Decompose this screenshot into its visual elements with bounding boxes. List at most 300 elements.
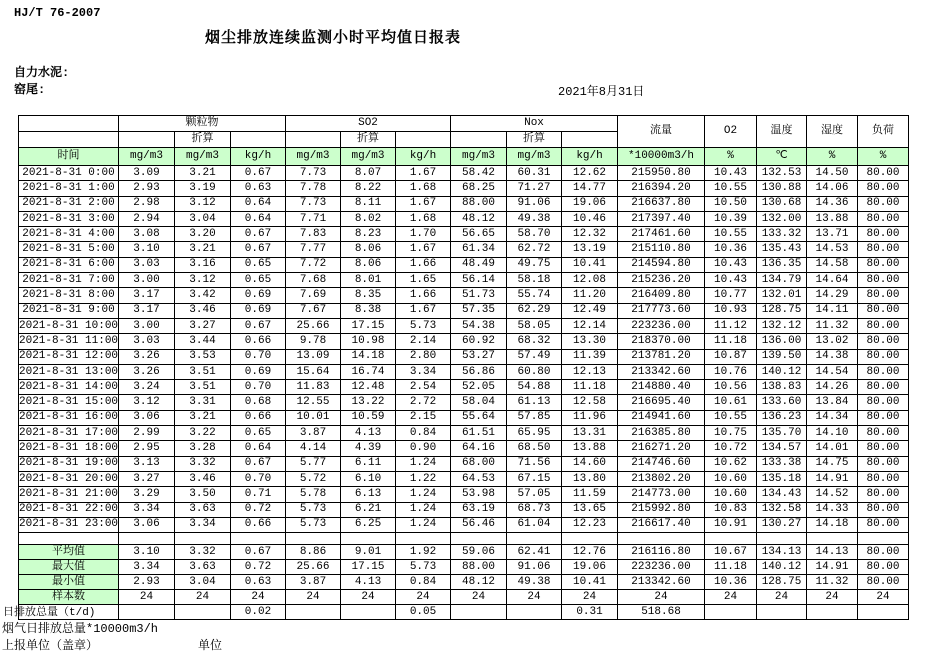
value-cell: 68.32	[507, 334, 562, 349]
value-cell: 10.50	[705, 196, 757, 211]
value-cell: 213781.20	[618, 349, 705, 364]
value-cell: 88.00	[451, 196, 507, 211]
value-cell: 216271.20	[618, 441, 705, 456]
value-cell: 11.96	[562, 410, 618, 425]
value-cell: 0.70	[231, 349, 286, 364]
value-cell: 80.00	[858, 273, 909, 288]
value-cell: 12.23	[562, 517, 618, 532]
value-cell: 1.68	[396, 181, 451, 196]
value-cell: 24	[618, 590, 705, 605]
value-cell: 216637.80	[618, 196, 705, 211]
value-cell: 2.99	[119, 426, 175, 441]
value-cell: 0.69	[231, 364, 286, 379]
value-cell: 0.66	[231, 517, 286, 532]
value-cell: 3.51	[175, 380, 231, 395]
table-row	[19, 502, 909, 517]
table-row	[19, 273, 909, 288]
page-title: 烟尘排放连续监测小时平均值日报表	[205, 30, 462, 47]
value-cell: 7.77	[286, 242, 341, 257]
value-cell: 11.32	[807, 318, 858, 333]
value-cell: 0.67	[231, 318, 286, 333]
value-cell: 25.66	[286, 560, 341, 575]
table-row	[19, 380, 909, 395]
empty-cell	[807, 533, 858, 545]
value-cell: 61.13	[507, 395, 562, 410]
value-cell: 10.55	[705, 227, 757, 242]
value-cell: 24	[396, 590, 451, 605]
empty-cell	[396, 132, 451, 148]
value-cell: 24	[341, 590, 396, 605]
standard-code: HJ/T 76-2007	[14, 6, 101, 20]
time-cell: 2021-8-31 1:00	[19, 181, 119, 196]
value-cell: 14.18	[807, 517, 858, 532]
value-cell: 3.06	[119, 517, 175, 532]
value-cell: 80.00	[858, 575, 909, 590]
summary-label: 样本数	[19, 590, 119, 605]
value-cell: 0.71	[231, 487, 286, 502]
value-cell: 3.29	[119, 487, 175, 502]
value-cell: 223236.00	[618, 560, 705, 575]
value-cell: 0.84	[396, 426, 451, 441]
time-cell: 2021-8-31 12:00	[19, 349, 119, 364]
summary-row	[19, 560, 909, 575]
table-row	[19, 318, 909, 333]
time-cell: 2021-8-31 8:00	[19, 288, 119, 303]
unit-celsius: ℃	[757, 148, 807, 166]
value-cell: 24	[757, 590, 807, 605]
value-cell: 7.69	[286, 288, 341, 303]
empty-cell	[19, 132, 119, 148]
value-cell: 13.30	[562, 334, 618, 349]
value-cell: 10.55	[705, 181, 757, 196]
value-cell: 13.02	[807, 334, 858, 349]
value-cell: 10.60	[705, 471, 757, 486]
temperature-header: 温度	[757, 116, 807, 148]
value-cell: 4.13	[341, 426, 396, 441]
value-cell: 0.67	[231, 456, 286, 471]
value-cell: 61.04	[507, 517, 562, 532]
value-cell: 55.74	[507, 288, 562, 303]
value-cell: 10.41	[562, 257, 618, 272]
value-cell: 10.87	[705, 349, 757, 364]
value-cell: 214880.40	[618, 380, 705, 395]
value-cell: 216116.80	[618, 545, 705, 560]
value-cell: 12.76	[562, 545, 618, 560]
value-cell: 13.71	[807, 227, 858, 242]
value-cell: 7.78	[286, 181, 341, 196]
value-cell: 15.64	[286, 364, 341, 379]
value-cell: 10.41	[562, 575, 618, 590]
pm-converted-header: 折算	[175, 132, 231, 148]
summary-label: 最大值	[19, 560, 119, 575]
value-cell	[175, 605, 231, 620]
value-cell: 0.69	[231, 288, 286, 303]
value-cell: 0.67	[231, 166, 286, 181]
value-cell: 58.42	[451, 166, 507, 181]
value-cell: 80.00	[858, 560, 909, 575]
value-cell: 8.22	[341, 181, 396, 196]
table-row	[19, 487, 909, 502]
value-cell: 3.19	[175, 181, 231, 196]
value-cell: 1.68	[396, 211, 451, 226]
empty-cell	[119, 533, 175, 545]
value-cell: 3.03	[119, 334, 175, 349]
value-cell: 68.73	[507, 502, 562, 517]
value-cell: 0.64	[231, 211, 286, 226]
value-cell: 62.72	[507, 242, 562, 257]
unit-flow: *10000m3/h	[618, 148, 705, 166]
time-cell: 2021-8-31 14:00	[19, 380, 119, 395]
value-cell: 214746.60	[618, 456, 705, 471]
value-cell: 0.65	[231, 426, 286, 441]
value-cell: 3.20	[175, 227, 231, 242]
value-cell: 5.77	[286, 456, 341, 471]
summary-label: 最小值	[19, 575, 119, 590]
value-cell: 1.67	[396, 196, 451, 211]
pm-group-header: 颗粒物	[119, 116, 286, 132]
value-cell: 12.49	[562, 303, 618, 318]
value-cell: 5.73	[286, 517, 341, 532]
value-cell: 13.22	[341, 395, 396, 410]
value-cell: 7.71	[286, 211, 341, 226]
value-cell: 1.24	[396, 502, 451, 517]
so2-converted-header: 折算	[341, 132, 396, 148]
value-cell: 60.31	[507, 166, 562, 181]
value-cell: 80.00	[858, 471, 909, 486]
value-cell: 3.04	[175, 575, 231, 590]
value-cell: 3.00	[119, 273, 175, 288]
value-cell: 7.73	[286, 196, 341, 211]
value-cell: 9.78	[286, 334, 341, 349]
value-cell: 4.14	[286, 441, 341, 456]
value-cell: 1.70	[396, 227, 451, 242]
value-cell: 13.19	[562, 242, 618, 257]
value-cell: 10.75	[705, 426, 757, 441]
value-cell: 215950.80	[618, 166, 705, 181]
value-cell: 80.00	[858, 545, 909, 560]
value-cell: 6.11	[341, 456, 396, 471]
value-cell: 8.06	[341, 257, 396, 272]
value-cell: 0.67	[231, 545, 286, 560]
value-cell: 0.67	[231, 227, 286, 242]
value-cell: 80.00	[858, 395, 909, 410]
value-cell: 215236.20	[618, 273, 705, 288]
value-cell: 7.67	[286, 303, 341, 318]
value-cell: 91.06	[507, 196, 562, 211]
unit-mgm3: mg/m3	[119, 148, 175, 166]
value-cell: 57.05	[507, 487, 562, 502]
value-cell: 133.38	[757, 456, 807, 471]
empty-cell	[858, 533, 909, 545]
time-cell: 2021-8-31 22:00	[19, 502, 119, 517]
value-cell: 3.63	[175, 502, 231, 517]
value-cell: 80.00	[858, 196, 909, 211]
value-cell: 2.15	[396, 410, 451, 425]
value-cell: 2.80	[396, 349, 451, 364]
value-cell: 80.00	[858, 288, 909, 303]
value-cell: 11.39	[562, 349, 618, 364]
value-cell: 58.04	[451, 395, 507, 410]
value-cell: 62.29	[507, 303, 562, 318]
value-cell: 130.88	[757, 181, 807, 196]
value-cell: 80.00	[858, 380, 909, 395]
value-cell: 80.00	[858, 318, 909, 333]
value-cell: 12.55	[286, 395, 341, 410]
value-cell: 24	[807, 590, 858, 605]
value-cell: 14.38	[807, 349, 858, 364]
value-cell: 0.65	[231, 273, 286, 288]
value-cell: 14.52	[807, 487, 858, 502]
table-row	[19, 242, 909, 257]
empty-cell	[341, 533, 396, 545]
time-cell: 2021-8-31 11:00	[19, 334, 119, 349]
spacer-row	[19, 533, 909, 545]
empty-cell	[507, 533, 562, 545]
value-cell: 10.46	[562, 211, 618, 226]
value-cell: 3.12	[119, 395, 175, 410]
flow-header: 流量	[618, 116, 705, 148]
value-cell: 54.88	[507, 380, 562, 395]
value-cell: 0.64	[231, 196, 286, 211]
value-cell: 80.00	[858, 166, 909, 181]
table-row	[19, 364, 909, 379]
unit-mgm3: mg/m3	[341, 148, 396, 166]
monitoring-table	[3, 115, 909, 620]
empty-cell	[19, 533, 119, 545]
value-cell: 0.63	[231, 181, 286, 196]
value-cell: 10.55	[705, 410, 757, 425]
value-cell: 0.90	[396, 441, 451, 456]
nox-converted-header: 折算	[507, 132, 562, 148]
value-cell: 80.00	[858, 426, 909, 441]
value-cell: 3.10	[119, 545, 175, 560]
value-cell: 24	[507, 590, 562, 605]
value-cell: 48.12	[451, 575, 507, 590]
value-cell: 6.13	[341, 487, 396, 502]
value-cell: 3.00	[119, 318, 175, 333]
time-cell: 2021-8-31 5:00	[19, 242, 119, 257]
value-cell: 218370.00	[618, 334, 705, 349]
time-cell: 2021-8-31 23:00	[19, 517, 119, 532]
summary-label: 平均值	[19, 545, 119, 560]
value-cell: 134.13	[757, 545, 807, 560]
value-cell: 10.77	[705, 288, 757, 303]
value-cell: 0.67	[231, 242, 286, 257]
value-cell: 6.10	[341, 471, 396, 486]
value-cell: 59.06	[451, 545, 507, 560]
value-cell: 10.59	[341, 410, 396, 425]
time-cell: 2021-8-31 20:00	[19, 471, 119, 486]
empty-cell	[562, 533, 618, 545]
value-cell: 10.61	[705, 395, 757, 410]
value-cell	[807, 605, 858, 620]
value-cell: 11.18	[562, 380, 618, 395]
value-cell: 80.00	[858, 364, 909, 379]
value-cell	[341, 605, 396, 620]
value-cell: 3.27	[119, 471, 175, 486]
value-cell: 2.72	[396, 395, 451, 410]
table-row	[19, 303, 909, 318]
time-cell: 2021-8-31 0:00	[19, 166, 119, 181]
time-cell: 2021-8-31 6:00	[19, 257, 119, 272]
value-cell: 1.67	[396, 242, 451, 257]
value-cell: 1.67	[396, 303, 451, 318]
value-cell: 13.80	[562, 471, 618, 486]
value-cell: 3.06	[119, 410, 175, 425]
value-cell: 14.10	[807, 426, 858, 441]
value-cell: 1.66	[396, 257, 451, 272]
unit-percent: %	[705, 148, 757, 166]
unit-mgm3: mg/m3	[451, 148, 507, 166]
value-cell: 13.88	[562, 441, 618, 456]
value-cell: 1.65	[396, 273, 451, 288]
value-cell: 14.54	[807, 364, 858, 379]
value-cell: 3.17	[119, 303, 175, 318]
value-cell: 80.00	[858, 334, 909, 349]
value-cell: 10.01	[286, 410, 341, 425]
table-row	[19, 288, 909, 303]
value-cell: 24	[175, 590, 231, 605]
summary-row	[19, 590, 909, 605]
time-column-header: 时间	[19, 148, 119, 166]
value-cell: 3.34	[396, 364, 451, 379]
monitor-location: 窑尾:	[14, 83, 46, 97]
value-cell: 3.17	[119, 288, 175, 303]
value-cell: 136.00	[757, 334, 807, 349]
value-cell: 3.27	[175, 318, 231, 333]
value-cell: 8.38	[341, 303, 396, 318]
value-cell: 3.51	[175, 364, 231, 379]
value-cell: 3.12	[175, 196, 231, 211]
value-cell: 6.21	[341, 502, 396, 517]
value-cell: 214773.00	[618, 487, 705, 502]
empty-cell	[231, 132, 286, 148]
value-cell: 518.68	[618, 605, 705, 620]
value-cell: 54.38	[451, 318, 507, 333]
value-cell: 14.64	[807, 273, 858, 288]
value-cell: 128.75	[757, 575, 807, 590]
time-cell: 2021-8-31 18:00	[19, 441, 119, 456]
value-cell: 14.26	[807, 380, 858, 395]
value-cell: 7.73	[286, 166, 341, 181]
value-cell: 3.22	[175, 426, 231, 441]
value-cell: 12.14	[562, 318, 618, 333]
value-cell: 3.34	[119, 502, 175, 517]
value-cell: 24	[451, 590, 507, 605]
o2-header: O2	[705, 116, 757, 148]
value-cell: 3.32	[175, 545, 231, 560]
time-cell: 2021-8-31 3:00	[19, 211, 119, 226]
table-row	[19, 441, 909, 456]
value-cell: 80.00	[858, 517, 909, 532]
value-cell: 3.21	[175, 410, 231, 425]
unit-kgh: kg/h	[562, 148, 618, 166]
value-cell: 68.50	[507, 441, 562, 456]
table-row	[19, 211, 909, 226]
value-cell: 11.20	[562, 288, 618, 303]
value-cell: 14.60	[562, 456, 618, 471]
value-cell: 53.98	[451, 487, 507, 502]
value-cell: 135.43	[757, 242, 807, 257]
time-cell: 2021-8-31 7:00	[19, 273, 119, 288]
value-cell: 14.33	[807, 502, 858, 517]
value-cell: 10.43	[705, 166, 757, 181]
nox-group-header: Nox	[451, 116, 618, 132]
empty-cell	[757, 533, 807, 545]
value-cell: 57.49	[507, 349, 562, 364]
value-cell: 14.50	[807, 166, 858, 181]
value-cell: 80.00	[858, 303, 909, 318]
value-cell: 60.80	[507, 364, 562, 379]
value-cell: 12.08	[562, 273, 618, 288]
value-cell: 217397.40	[618, 211, 705, 226]
value-cell: 8.06	[341, 242, 396, 257]
value-cell: 0.65	[231, 257, 286, 272]
value-cell: 13.84	[807, 395, 858, 410]
value-cell: 14.91	[807, 471, 858, 486]
value-cell: 217773.60	[618, 303, 705, 318]
report-date: 2021年8月31日	[558, 85, 645, 99]
value-cell: 0.31	[562, 605, 618, 620]
value-cell: 132.58	[757, 502, 807, 517]
value-cell: 14.77	[562, 181, 618, 196]
value-cell: 64.53	[451, 471, 507, 486]
value-cell: 16.74	[341, 364, 396, 379]
unit-label: 单位	[198, 639, 223, 653]
value-cell: 3.53	[175, 349, 231, 364]
unit-kgh: kg/h	[231, 148, 286, 166]
value-cell: 5.73	[286, 502, 341, 517]
value-cell: 1.24	[396, 456, 451, 471]
company-name: 自力水泥:	[14, 66, 70, 80]
table-row	[19, 257, 909, 272]
value-cell: 14.91	[807, 560, 858, 575]
time-cell: 2021-8-31 19:00	[19, 456, 119, 471]
value-cell: 132.12	[757, 318, 807, 333]
value-cell: 55.64	[451, 410, 507, 425]
value-cell: 3.31	[175, 395, 231, 410]
value-cell: 71.27	[507, 181, 562, 196]
value-cell: 10.67	[705, 545, 757, 560]
time-cell: 2021-8-31 21:00	[19, 487, 119, 502]
value-cell: 58.70	[507, 227, 562, 242]
unit-header-row	[19, 148, 909, 166]
value-cell	[507, 605, 562, 620]
value-cell: 3.46	[175, 303, 231, 318]
value-cell: 80.00	[858, 227, 909, 242]
value-cell: 11.18	[705, 334, 757, 349]
value-cell: 132.00	[757, 211, 807, 226]
value-cell: 134.57	[757, 441, 807, 456]
empty-cell	[705, 533, 757, 545]
value-cell: 11.18	[705, 560, 757, 575]
value-cell: 24	[858, 590, 909, 605]
unit-mgm3: mg/m3	[175, 148, 231, 166]
value-cell: 136.23	[757, 410, 807, 425]
value-cell: 60.92	[451, 334, 507, 349]
value-cell: 5.73	[396, 318, 451, 333]
empty-cell	[396, 533, 451, 545]
value-cell: 0.66	[231, 410, 286, 425]
value-cell: 61.51	[451, 426, 507, 441]
value-cell: 215992.80	[618, 502, 705, 517]
value-cell: 13.09	[286, 349, 341, 364]
value-cell: 71.56	[507, 456, 562, 471]
table-row	[19, 334, 909, 349]
value-cell: 2.95	[119, 441, 175, 456]
value-cell: 11.12	[705, 318, 757, 333]
value-cell: 128.75	[757, 303, 807, 318]
